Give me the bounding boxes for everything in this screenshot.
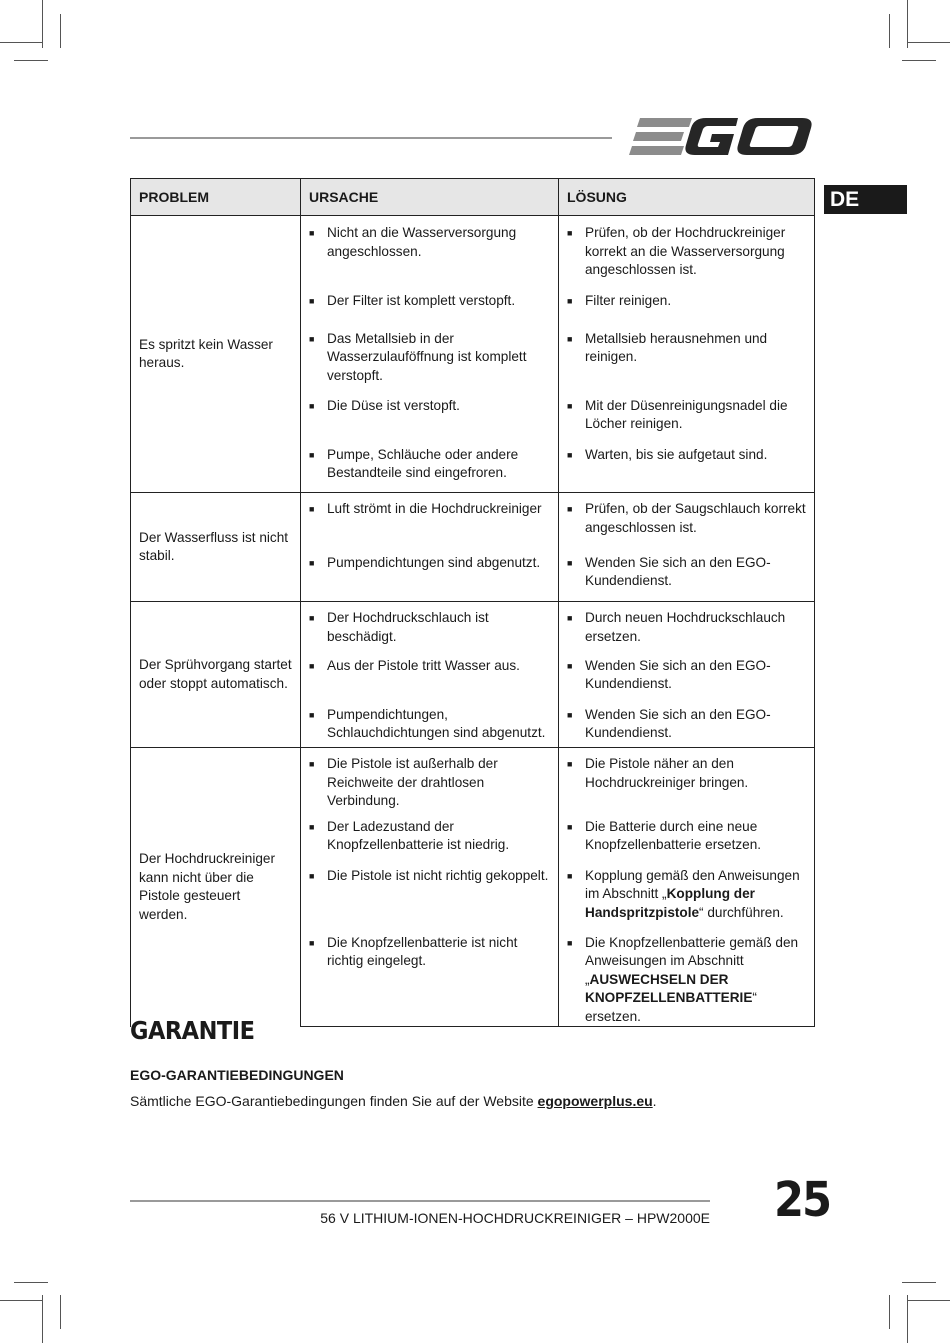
table-row <box>131 748 815 811</box>
solution-cell: ■ Wenden Sie sich an den EGO-Kundendienst. <box>559 650 815 699</box>
solution-cell: ■ Warten, bis sie aufgetaut sind. <box>559 438 815 493</box>
cause-cell: ■ Der Ladezustand der Knopfzellenbatterie ist niedrig. <box>301 811 559 860</box>
solution-cell: ■ Die Pistole näher an den Hochdruckreiniger bringen. <box>559 748 815 811</box>
cause-cell: ■ Pumpe, Schläuche oder andere Bestandteile sind eingefroren. <box>301 438 559 493</box>
solution-cell: ■ Filter reinigen. <box>559 284 815 322</box>
table-row <box>131 602 815 650</box>
cause-cell: ■ Aus der Pistole tritt Wasser aus. <box>301 650 559 699</box>
bullet-icon: ■ <box>567 449 573 460</box>
header-solution: LÖSUNG <box>559 179 815 216</box>
solution-cell: ■ Prüfen, ob der Hochdruckreiniger korrekt an die Wasserversorgung angeschlossen ist. <box>559 216 815 284</box>
crop-mark <box>907 1300 950 1301</box>
table-row <box>131 216 815 284</box>
bullet-icon: ■ <box>309 870 315 881</box>
cause-cell: ■ Pumpendichtungen sind abgenutzt. <box>301 547 559 602</box>
language-tab: DE <box>824 185 907 214</box>
crop-mark <box>907 1295 908 1343</box>
crop-mark <box>0 42 42 43</box>
cause-cell: ■ Die Pistole ist außerhalb der Reichweite der drahtlosen Verbindung. <box>301 748 559 811</box>
cause-cell: ■ Der Filter ist komplett verstopft. <box>301 284 559 322</box>
section-reference: Kopplung der Handspritzpistole <box>585 886 755 920</box>
bullet-icon: ■ <box>309 937 315 948</box>
bullet-icon: ■ <box>567 870 573 881</box>
cause-cell: ■ Pumpendichtungen, Schlauchdichtungen sind abgenutzt. <box>301 699 559 748</box>
problem-cell: Der Sprühvorgang startet oder stoppt automatisch. <box>131 602 301 748</box>
bullet-icon: ■ <box>567 709 573 720</box>
solution-cell: ■ Prüfen, ob der Saugschlauch korrekt angeschlossen ist. <box>559 493 815 547</box>
bullet-icon: ■ <box>309 228 315 238</box>
crop-mark <box>14 1282 48 1283</box>
cause-cell: ■ Das Metallsieb in der Wasserzulauföffnung ist komplett verstopft. <box>301 322 559 389</box>
bullet-icon: ■ <box>309 557 315 568</box>
bullet-icon: ■ <box>309 295 315 306</box>
warranty-subtitle: EGO-GARANTIEBEDINGUNGEN <box>130 1067 344 1083</box>
bullet-icon: ■ <box>567 759 573 769</box>
problem-cell: Der Hochdruckreiniger kann nicht über die Pistole gesteuert werden. <box>131 748 301 1027</box>
bullet-icon: ■ <box>309 333 315 344</box>
cause-cell: ■ Nicht an die Wasserversorgung angeschlossen. <box>301 216 559 284</box>
bullet-icon: ■ <box>309 709 315 720</box>
crop-mark <box>0 1300 42 1301</box>
crop-mark <box>60 1295 61 1329</box>
crop-mark <box>907 42 950 43</box>
solution-cell: ■ Kopplung gemäß den Anweisungen im Abschnitt „Kopplung der Handspritzpistole“ durchführen. <box>559 860 815 927</box>
bullet-icon: ■ <box>567 821 573 832</box>
header-rule <box>130 137 612 139</box>
bullet-icon: ■ <box>309 660 315 671</box>
bullet-icon: ■ <box>309 449 315 460</box>
bullet-icon: ■ <box>567 295 573 306</box>
bullet-icon: ■ <box>309 759 315 769</box>
bullet-icon: ■ <box>309 613 315 623</box>
bullet-icon: ■ <box>567 660 573 671</box>
website-link[interactable]: egopowerplus.eu <box>537 1093 653 1109</box>
bullet-icon: ■ <box>567 557 573 568</box>
crop-mark <box>42 0 43 48</box>
solution-cell: ■ Die Knopfzellenbatterie gemäß den Anweisungen im Abschnitt „AUSWECHSELN DER KNOPFZELLENBATTERIE“ ersetzen. <box>559 927 815 1027</box>
table-header-row <box>131 179 815 216</box>
bullet-icon: ■ <box>309 504 315 514</box>
ego-logo <box>628 116 814 158</box>
bullet-icon: ■ <box>567 504 573 514</box>
solution-cell: ■ Wenden Sie sich an den EGO-Kundendienst. <box>559 699 815 748</box>
section-reference: AUSWECHSELN DER KNOPFZELLENBATTERIE <box>585 971 753 1005</box>
cause-cell: ■ Der Hochdruckschlauch ist beschädigt. <box>301 602 559 650</box>
crop-mark <box>902 1282 936 1283</box>
cause-cell: ■ Die Pistole ist nicht richtig gekoppelt. <box>301 860 559 927</box>
bullet-icon: ■ <box>567 333 573 344</box>
solution-cell: ■ Durch neuen Hochdruckschlauch ersetzen. <box>559 602 815 650</box>
bullet-icon: ■ <box>567 400 573 411</box>
header-problem: PROBLEM <box>131 179 301 216</box>
cause-cell: ■ Die Knopfzellenbatterie ist nicht richtig eingelegt. <box>301 927 559 1027</box>
crop-mark <box>889 1295 890 1329</box>
troubleshooting-table <box>130 178 815 1027</box>
solution-cell: ■ Wenden Sie sich an den EGO-Kundendienst. <box>559 547 815 602</box>
crop-mark <box>907 0 908 48</box>
crop-mark <box>889 14 890 48</box>
header-cause: URSACHE <box>301 179 559 216</box>
solution-cell: ■ Metallsieb herausnehmen und reinigen. <box>559 322 815 389</box>
bullet-icon: ■ <box>567 228 573 238</box>
solution-cell: ■ Die Batterie durch eine neue Knopfzellenbatterie ersetzen. <box>559 811 815 860</box>
warranty-title: GARANTIE <box>130 1016 255 1045</box>
problem-cell: Der Wasserfluss ist nicht stabil. <box>131 493 301 602</box>
warranty-text: Sämtliche EGO-Garantiebedingungen finden Sie auf der Website egopowerplus.eu. <box>130 1093 657 1109</box>
cause-cell: ■ Die Düse ist verstopft. <box>301 389 559 438</box>
bullet-icon: ■ <box>567 937 573 948</box>
bullet-icon: ■ <box>567 613 573 623</box>
crop-mark <box>60 14 61 48</box>
table-row <box>131 493 815 547</box>
solution-cell: ■ Mit der Düsenreinigungsnadel die Löcher reinigen. <box>559 389 815 438</box>
crop-mark <box>902 60 936 61</box>
crop-mark <box>42 1295 43 1343</box>
problem-cell: Es spritzt kein Wasser heraus. <box>131 216 301 493</box>
page-number: 25 <box>774 1172 831 1228</box>
bullet-icon: ■ <box>309 400 315 411</box>
product-name: 56 V LITHIUM-IONEN-HOCHDRUCKREINIGER – HPW2000E <box>320 1210 710 1226</box>
cause-cell: ■ Luft strömt in die Hochdruckreiniger <box>301 493 559 547</box>
bullet-icon: ■ <box>309 821 315 832</box>
footer-rule <box>130 1200 710 1202</box>
crop-mark <box>14 60 48 61</box>
